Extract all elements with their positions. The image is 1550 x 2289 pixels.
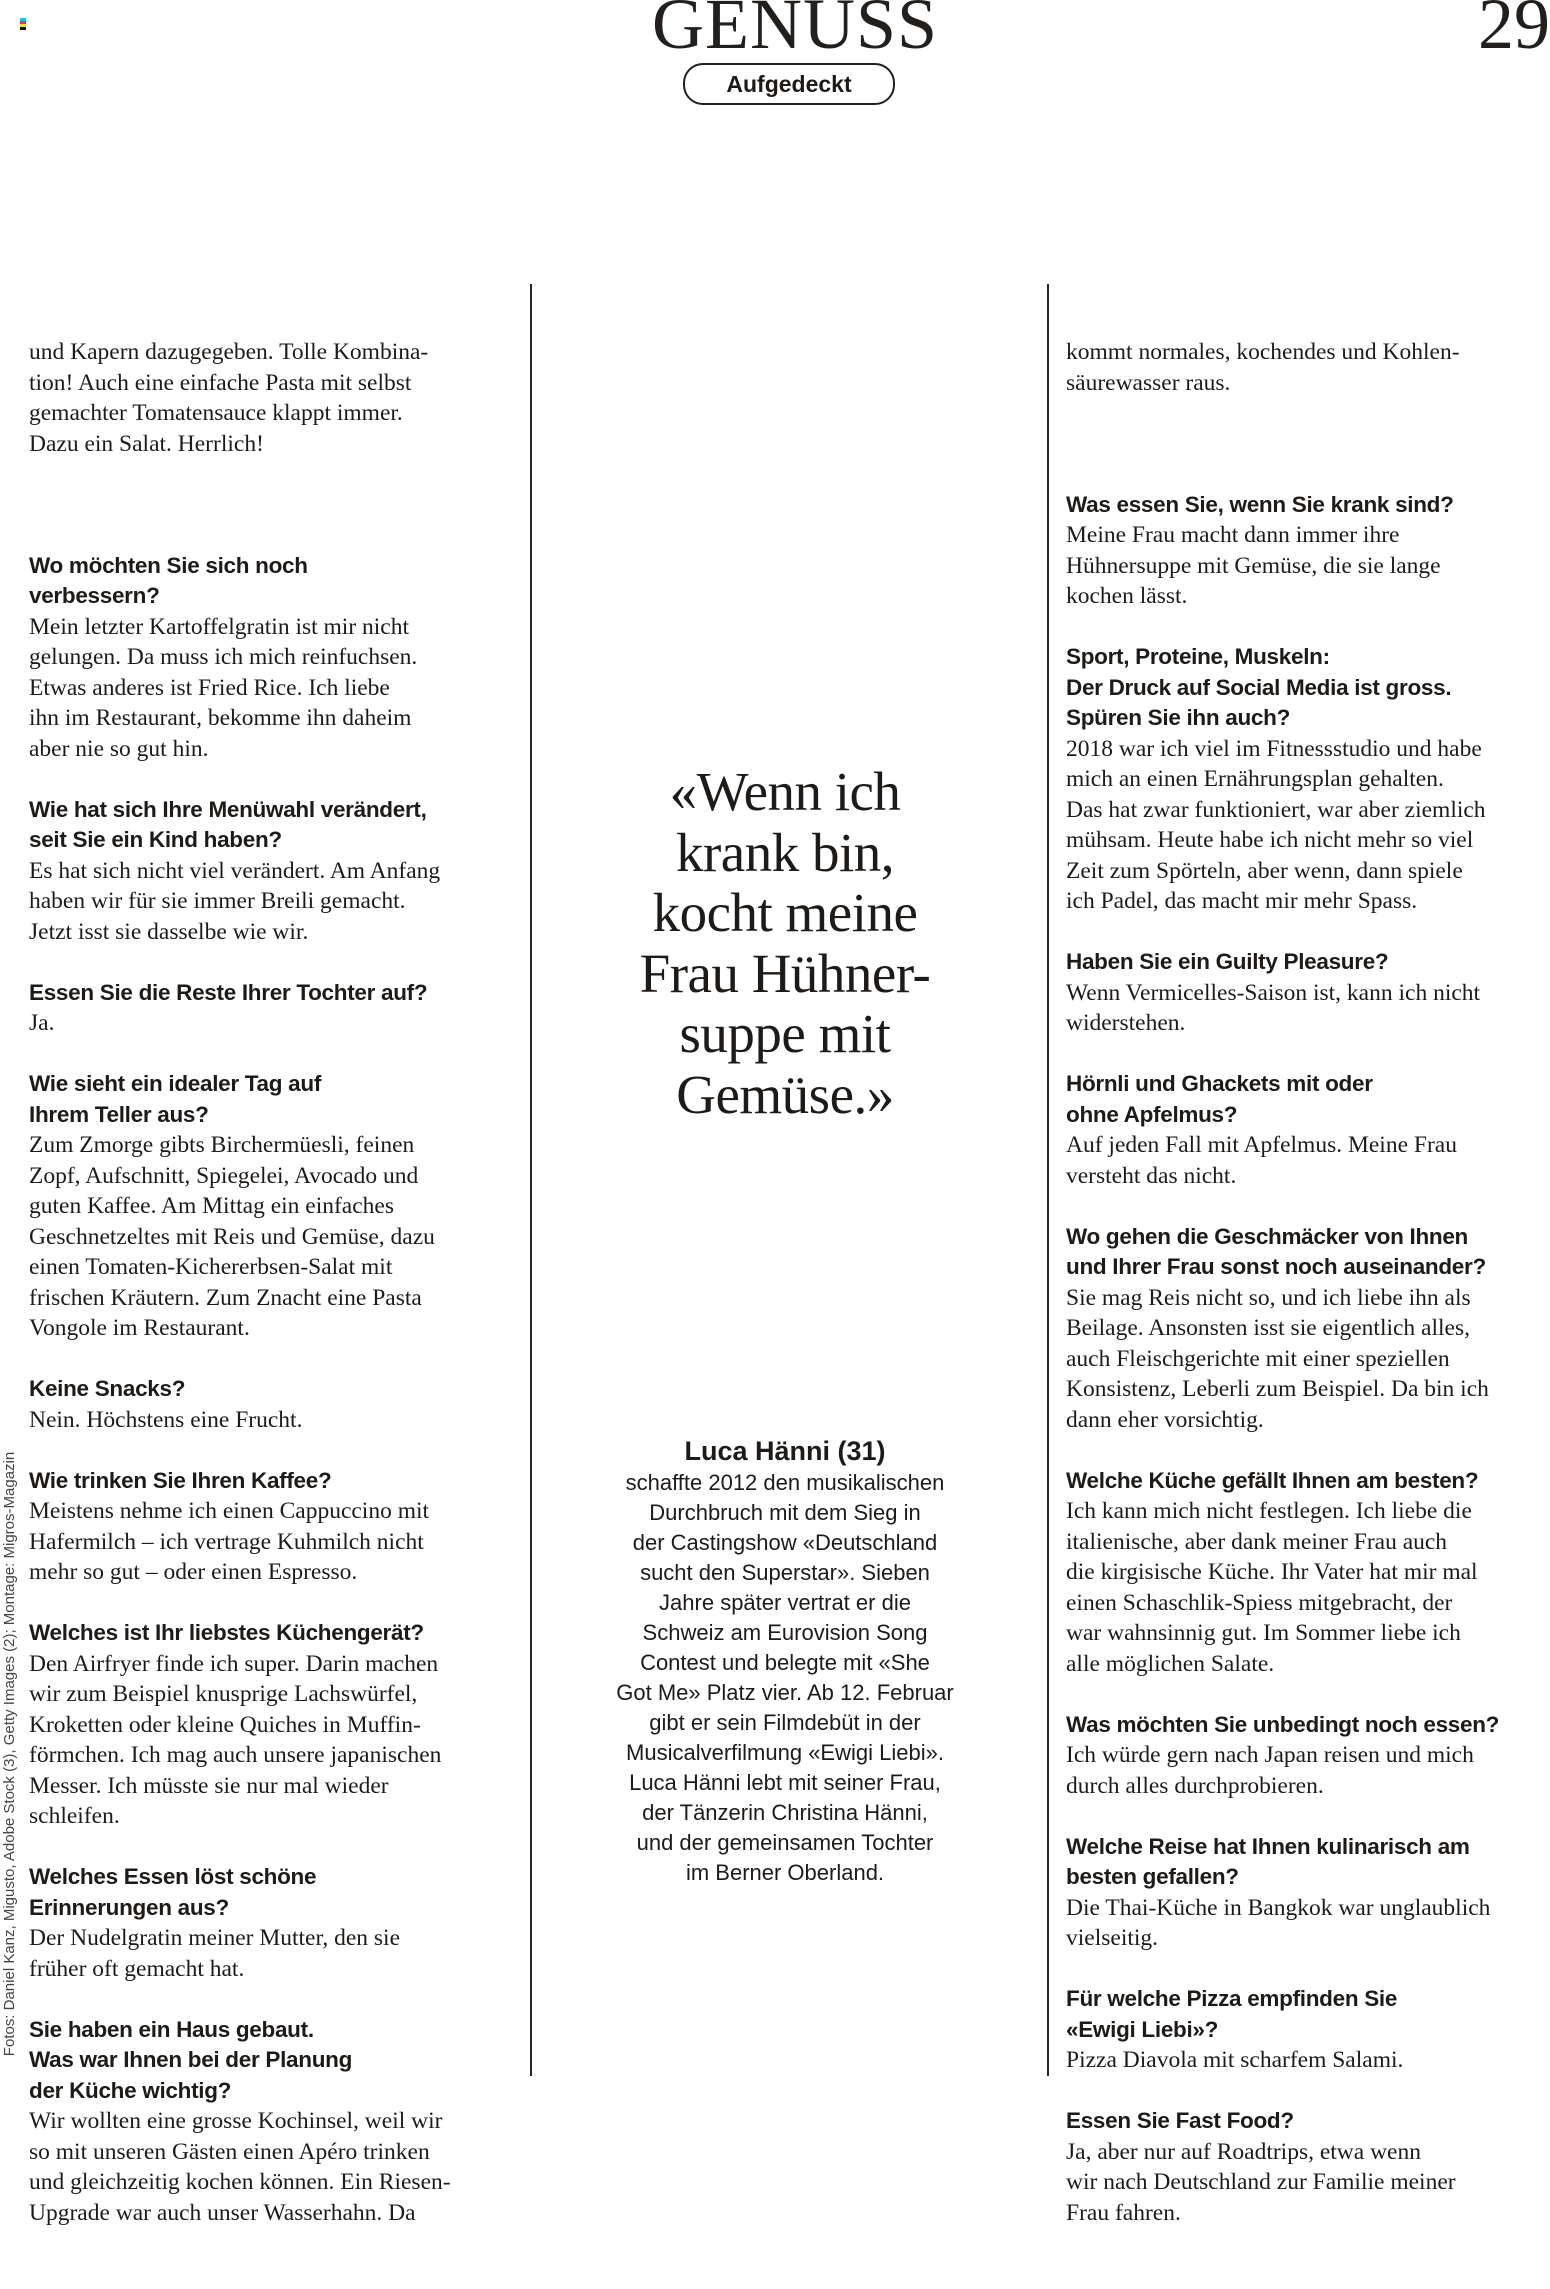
- qa-block: [1066, 490, 1499, 612]
- answer: Sie mag Reis nicht so, und ich liebe ihn als Beilage. Ansonsten isst sie eigentlich alles, auch Fleischgerichte mit einer speziellen Konsistenz, Leberli zum Beispiel. Da bin ich dann eher vorsichtig.: [1066, 1284, 1489, 1433]
- answer: Ich kann mich nicht festlegen. Ich liebe die italienische, aber dank meiner Frau auch die kirgisische Küche. Ihr Vater hat mir mal einen Schaschlik-Spiess mitgebracht, der war wahnsinnig gut. Im Sommer liebe ich alle möglichen Salate.: [1066, 1498, 1478, 1677]
- pull-quote: «Wenn ich krank bin, kocht meine Frau Hühner- suppe mit Gemüse.»: [639, 761, 931, 1125]
- qa-block: [29, 2015, 451, 2229]
- question: Welches Essen löst schöne Erinnerungen aus?: [29, 1864, 317, 1920]
- question: Welche Küche gefällt Ihnen am besten?: [1066, 1467, 1479, 1493]
- answer: Den Airfryer finde ich super. Darin machen wir zum Beispiel knusprige Lachswürfel, Kroketten oder kleine Quiches in Muffin- förmchen. Ich mag auch unsere japanischen Messer. Ich müsste sie nur mal wieder schleifen.: [29, 1650, 442, 1829]
- question: Welches ist Ihr liebstes Küchengerät?: [29, 1620, 424, 1645]
- section-title: GENUSS: [651, 0, 939, 64]
- answer: Es hat sich nicht viel verändert. Am Anfang haben wir für sie immer Breili gemacht. Jetzt isst sie dasselbe wie wir.: [29, 857, 441, 945]
- answer: Ja.: [29, 1010, 55, 1036]
- qa-block: [1066, 642, 1499, 917]
- photo-credits: Fotos: Daniel Kanz, Migusto, Adobe Stock (3), Getty Images (2); Montage: Migros-Magazin: [1, 1451, 18, 2057]
- question: Wie trinken Sie Ihren Kaffee?: [29, 1467, 332, 1493]
- qa-block: [29, 978, 451, 1039]
- answer: Zum Zmorge gibts Birchermüesli, feinen Zopf, Aufschnitt, Spiegelei, Avocado und guten Kaffee. Am Mittag ein einfaches Geschnetzeltes mit Reis und Gemüse, dazu einen Tomaten-Kichererbsen-Salat mit frischen Kräutern. Zum Znacht eine Pasta Vongole im Restaurant.: [29, 1132, 435, 1341]
- qa-block: [1066, 1466, 1499, 1680]
- bio-box: [560, 1434, 1010, 1888]
- qa-block: [29, 1466, 451, 1588]
- question: Wo gehen die Geschmäcker von Ihnen und Ihrer Frau sonst noch auseinander?: [1066, 1223, 1486, 1279]
- question: Welche Reise hat Ihnen kulinarisch am besten gefallen?: [1066, 1833, 1470, 1889]
- qa-block: [29, 1862, 451, 1984]
- qa-block: [1066, 1710, 1499, 1802]
- question: Was möchten Sie unbedingt noch essen?: [1066, 1711, 1500, 1737]
- qa-block: [29, 795, 451, 948]
- answer: 2018 war ich viel im Fitnessstudio und habe mich an einen Ernährungsplan gehalten. Das hat zwar funktioniert, war aber ziemlich mühsam. Heute habe ich nicht mehr so viel Zeit zum Spörteln, aber wenn, dann spiele ich Padel, das macht mir mehr Spass.: [1066, 735, 1486, 914]
- question: Hörnli und Ghackets mit oder ohne Apfelmus?: [1066, 1071, 1373, 1127]
- kicker-badge: Aufgedeckt: [683, 63, 895, 105]
- bio-name: Luca Hänni (31): [684, 1436, 886, 1466]
- qa-block: [1066, 947, 1499, 1039]
- question: Wie sieht ein idealer Tag auf Ihrem Teller aus?: [29, 1071, 322, 1127]
- question: Haben Sie ein Guilty Pleasure?: [1066, 949, 1389, 974]
- question: Essen Sie Fast Food?: [1066, 2108, 1294, 2133]
- question: Wo möchten Sie sich noch verbessern?: [29, 552, 308, 608]
- answer: Pizza Diavola mit scharfem Salami.: [1066, 2047, 1404, 2073]
- page-number: 29: [1478, 0, 1550, 64]
- qa-block: [1066, 1984, 1499, 2076]
- qa-block: [1066, 2106, 1499, 2228]
- answer: Mein letzter Kartoffelgratin ist mir nicht gelungen. Da muss ich mich reinfuchsen. Etwas anderes ist Fried Rice. Ich liebe ihn im Restaurant, bekomme ihn daheim aber nie so gut hin.: [29, 613, 418, 762]
- qa-block: [29, 1618, 451, 1832]
- intro-paragraph: kommt normales, kochendes und Kohlen- säurewasser raus.: [1066, 339, 1460, 396]
- question: Essen Sie die Reste Ihrer Tochter auf?: [29, 979, 428, 1005]
- answer: Meine Frau macht dann immer ihre Hühnersuppe mit Gemüse, die sie lange kochen lässt.: [1066, 522, 1441, 609]
- qa-block: [29, 551, 451, 765]
- answer: Ich würde gern nach Japan reisen und mich durch alles durchprobieren.: [1066, 1742, 1474, 1799]
- question: Keine Snacks?: [29, 1376, 186, 1401]
- answer: Ja, aber nur auf Roadtrips, etwa wenn wir nach Deutschland zur Familie meiner Frau fahren.: [1066, 2138, 1456, 2226]
- qa-block: [29, 1374, 451, 1435]
- column-divider: [1047, 284, 1049, 2076]
- bio-text: schaffte 2012 den musikalischen Durchbruch mit dem Sieg in der Castingshow «Deutschland sucht den Superstar». Sieben Jahre später vertrat er die Schweiz am Eurovision Song Contest und belegte mit «She Got Me» Platz vier. Ab 12. Februar gibt er sein Filmdebüt in der Musicalverfilmung «Ewigi Liebi». Luca Hänni lebt mit seiner Frau, der Tänzerin Christina Hänni, und der gemeinsamen Tochter im Berner Oberland.: [616, 1470, 954, 1885]
- answer: Nein. Höchstens eine Frucht.: [29, 1406, 303, 1433]
- question: Was essen Sie, wenn Sie krank sind?: [1066, 491, 1454, 517]
- answer: Meistens nehme ich einen Cappuccino mit Hafermilch – ich vertrage Kuhmilch nicht mehr so gut – oder einen Espresso.: [29, 1498, 430, 1585]
- answer: Der Nudelgratin meiner Mutter, den sie früher oft gemacht hat.: [29, 1925, 401, 1982]
- qa-block: [29, 1069, 451, 1344]
- right-column: [1066, 276, 1499, 2289]
- column-divider: [530, 284, 532, 2076]
- question: Für welche Pizza empfinden Sie «Ewigi Liebi»?: [1066, 1986, 1398, 2042]
- qa-block: [1066, 1222, 1499, 1436]
- answer: Wir wollten eine grosse Kochinsel, weil wir so mit unseren Gästen einen Apéro trinken und gleichzeitig kochen können. Ein Riesen- Upgrade war auch unser Wasserhahn. Da: [29, 2108, 451, 2226]
- left-column: [29, 276, 451, 2289]
- answer: Auf jeden Fall mit Apfelmus. Meine Frau versteht das nicht.: [1066, 1132, 1457, 1189]
- intro-paragraph: und Kapern dazugegeben. Tolle Kombina- tion! Auch eine einfache Pasta mit selbst gemachter Tomatensauce klappt immer. Dazu ein Salat. Herrlich!: [29, 339, 429, 457]
- qa-block: [1066, 1832, 1499, 1954]
- qa-block: [1066, 1069, 1499, 1191]
- question: Wie hat sich Ihre Menüwahl verändert, seit Sie ein Kind haben?: [29, 796, 427, 852]
- question: Sport, Proteine, Muskeln: Der Druck auf Social Media ist gross. Spüren Sie ihn auch?: [1066, 644, 1452, 730]
- question: Sie haben ein Haus gebaut. Was war Ihnen bei der Planung der Küche wichtig?: [29, 2016, 353, 2103]
- answer: Wenn Vermicelles-Saison ist, kann ich nicht widerstehen.: [1066, 979, 1481, 1036]
- answer: Die Thai-Küche in Bangkok war unglaublich vielseitig.: [1066, 1894, 1491, 1951]
